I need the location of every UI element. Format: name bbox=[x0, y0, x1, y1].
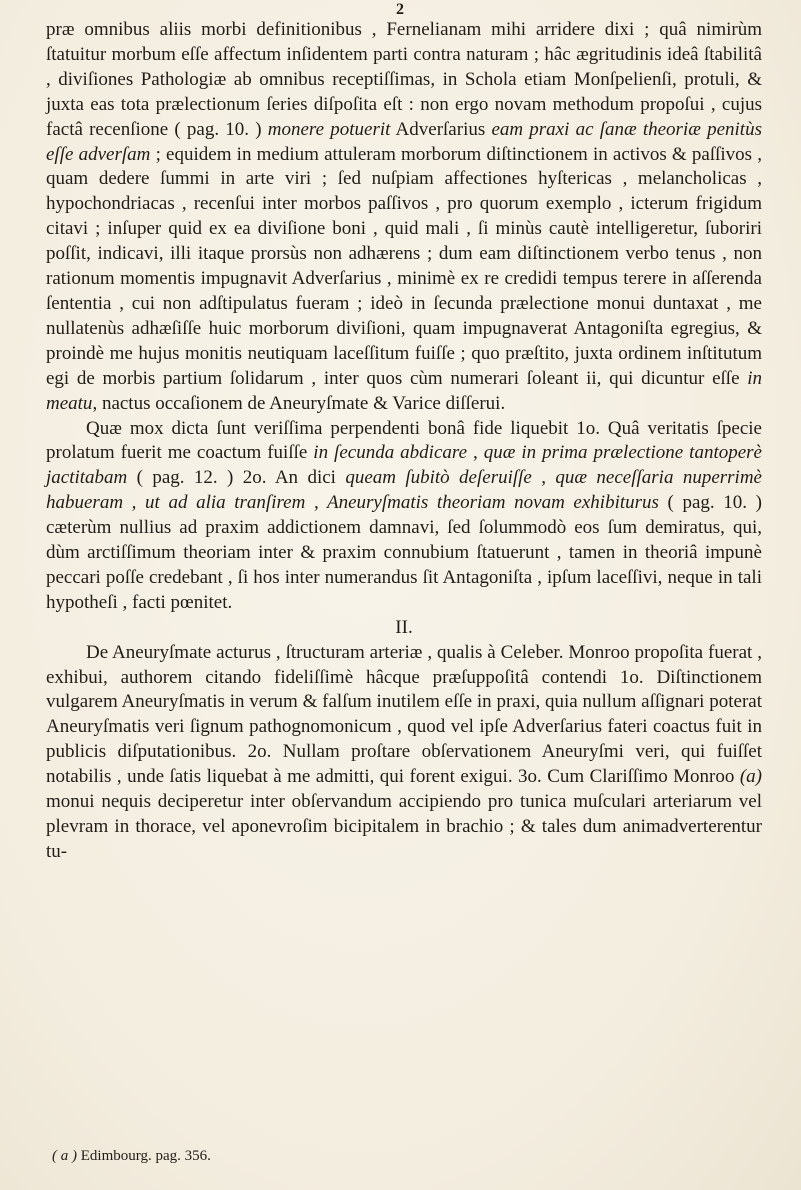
paragraph-1-text-a: præ omnibus aliis morbi definitionibus , Fernelianam mihi arridere dixi ; quâ nimirùm ſtatuitur morbum eſſe affectum inſidentem parti contra naturam ; hâc ægritudinis ideâ ſtabilitâ , diviſiones Pathologiæ ab omnibus receptiſſimas, in Schola etiam Monſpelienſi, protuli, & juxta eas tota prælectionum ſeries diſpoſita eſt : non ergo novam methodum propoſui , cujus factâ recenſione ( pag. 10. ) bbox=[46, 19, 762, 140]
page-number: 2 bbox=[396, 1, 404, 18]
footnote-text: Edimbourg. pag. 356. bbox=[77, 1148, 211, 1164]
paragraph-1-italic-d: eam praxi ac ſanæ theoriæ penitùs eſſe adverſam bbox=[46, 118, 762, 165]
footnote bbox=[52, 1146, 752, 1166]
paragraph-1-italic-f: in meatu bbox=[46, 367, 762, 414]
paragraph-2-text-c: ( pag. 12. ) 2o. An dici bbox=[127, 467, 346, 489]
section-number: II. bbox=[395, 616, 413, 638]
paragraph-1-text-c: Adverſarius bbox=[390, 118, 492, 140]
paragraph-2-text-e: ( pag. 10. ) cæterùm nullius ad praxim addictionem damnavi, ſed ſolummodò eos ſum demiratus, qui, dùm arctiſſimum theoriam inter & praxim connubium ſtatuerunt , tamen in theoriâ impunè peccari poſſe credebant , ſi hos inter numerandus ſit Antagoniſta , ipſum laceſſivi, neque in tali hypotheſi , facti pœnitet. bbox=[46, 492, 763, 613]
paragraph-2-italic-b: in ſecunda abdicare , quæ in prima prælectione tantoperè jactitabam bbox=[46, 442, 762, 489]
paragraph-1-italic-b: monere potuerit bbox=[267, 118, 391, 140]
footnote-mark: ( a ) bbox=[52, 1148, 77, 1164]
paragraph-2 bbox=[46, 417, 762, 616]
main-text bbox=[46, 18, 762, 865]
paragraph-3-text-c: monui nequis deciperetur inter obſervandum accipiendo pro tunica muſculari arteriarum vel plevram in thorace, vel aponevroſim bicipitalem in brachio ; & tales dum animadverterentur tu- bbox=[46, 791, 762, 862]
footnote-reference: (a) bbox=[739, 766, 762, 788]
paragraph-2-text-a: Quæ mox dicta ſunt veriſſima perpendenti bonâ fide liquebit 1o. Quâ veritatis ſpecie prolatum fuerit me coactum fuiſſe bbox=[46, 417, 762, 464]
paragraph-2-italic-d: queam ſubitò deſeruiſſe , quæ neceſſaria nuperrimè habueram , ut ad alia tranſirem , Aneuryſmatis theoriam novam exhibiturus bbox=[46, 467, 762, 514]
paragraph-1-text-e: ; equidem in medium attuleram morborum diſtinctionem in activos & paſſivos , quam dedere ſummi in arte viri ; ſed nuſpiam affectiones hyſtericas , melancholicas , hypochondriacas , recenſui inter morbos paſſivos , pro quorum exemplo , icterum frigidum citavi ; inſuper quid ex ea diviſione boni , quid mali , ſi minùs cautè intelligeretur, ſuboriri poſſit, indicavi, illi itaque prorsùs non adhærens ; dum eam diſtinctionem verbo tenus , non rationum momentis impugnavit Adverſarius , minimè ex re credidi tempus terere in aſſerenda ſententia , cui non adſtipulatus fueram ; ideò in ſecunda prælectione monui duntaxat , me nullatenùs adhæſiſſe huic morborum diviſioni, quam impugnaverat Antagoniſta egregius, & proindè me hujus monitis neutiquam laceſſitum fuiſſe ; quo præſtito, juxta ordinem inſtitutum egi de morbis partium ſolidarum , inter quos cùm numerari ſoleant ii, qui dicuntur eſſe bbox=[46, 143, 763, 389]
paragraph-1-text-g: , nactus occaſionem de Aneuryſmate & Varice diſſerui. bbox=[92, 392, 506, 414]
paragraph-3 bbox=[46, 641, 762, 865]
paragraph-3-text-a: De Aneuryſmate acturus , ſtructuram arteriæ , qualis à Celeber. Monroo propoſita fuerat , exhibui, authorem citando fideliſſimè hâcque præſuppoſitâ contendi 1o. Diſtinctionem vulgarem Aneuryſmatis in verum & falſum inutilem eſſe in praxi, quia nullum aſſignari poterat Aneuryſmatis veri ſignum pathognomonicum , quod vel ipſe Adverſarius fateri coactus fuit in publicis diſputationibus. 2o. Nullam proſtare obſervationem Aneuryſmi veri, qui fuiſſet notabilis , unde ſatis liquebat à me admitti, qui forent exigui. 3o. Cum Clariſſimo Monroo bbox=[46, 641, 762, 788]
paragraph-1 bbox=[46, 18, 762, 417]
